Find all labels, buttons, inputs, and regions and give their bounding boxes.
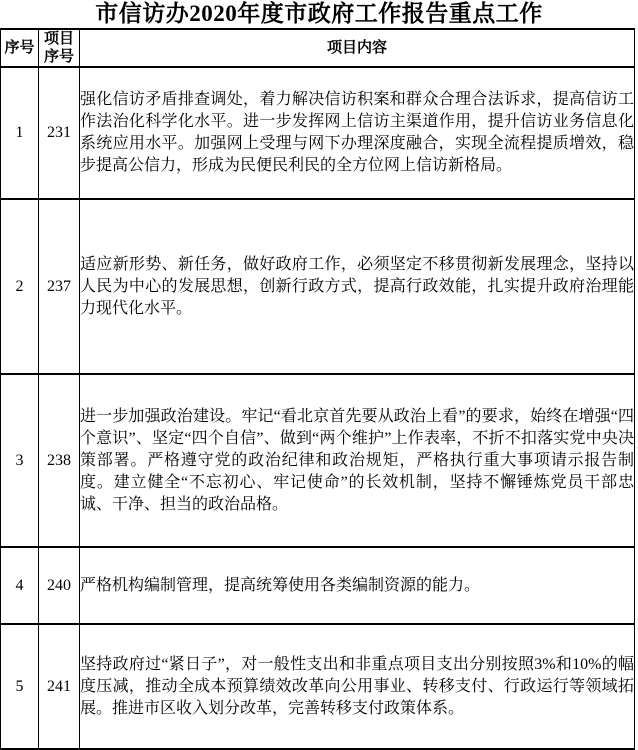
content-cell: 强化信访矛盾排查调处，着力解决信访积案和群众合理合法诉求，提高信访工作法治化科学化水平。进一步发挥网上信访主渠道作用，提升信访业务信息化系统应用水平。加强网上受理与网下办理深度融合，实现全流程提质增效，稳步提高公信力，形成为民便民利民的全方位网上信访新格局。 xyxy=(80,67,635,199)
page-title: 市信访办2020年度市政府工作报告重点工作 xyxy=(95,1,543,26)
column-header-project-no: 项目序号 xyxy=(39,29,80,67)
report-table xyxy=(0,28,635,750)
table-row xyxy=(1,67,635,199)
project-no-cell: 237 xyxy=(39,199,80,374)
table-row xyxy=(1,547,635,624)
content-cell: 坚持政府过“紧日子”，对一般性支出和非重点项目支出分别按照3%和10%的幅度压减，推动全成本预算绩效改革向公用事业、转移支付、行政运行等领域拓展。推进市区收入划分改革，完善转移支付政策体系。 xyxy=(80,624,635,749)
project-no-cell: 238 xyxy=(39,374,80,547)
seq-cell: 5 xyxy=(1,624,39,749)
project-no-cell: 240 xyxy=(39,547,80,624)
project-no-cell: 231 xyxy=(39,67,80,199)
table-header-row xyxy=(1,29,635,67)
seq-cell: 2 xyxy=(1,199,39,374)
table-row xyxy=(1,624,635,749)
table-row xyxy=(1,374,635,547)
seq-cell: 1 xyxy=(1,67,39,199)
column-header-content: 项目内容 xyxy=(80,29,635,67)
content-cell: 进一步加强政治建设。牢记“看北京首先要从政治上看”的要求，始终在增强“四个意识”、坚定“四个自信”、做到“两个维护”上作表率，不折不扣落实党中央决策部署。严格遵守党的政治纪律和政治规矩，严格执行重大事项请示报告制度。建立健全“不忘初心、牢记使命”的长效机制，坚持不懈锤炼党员干部忠诚、干净、担当的政治品格。 xyxy=(80,374,635,547)
seq-cell: 4 xyxy=(1,547,39,624)
seq-cell: 3 xyxy=(1,374,39,547)
table-row xyxy=(1,199,635,374)
content-cell: 适应新形势、新任务，做好政府工作，必须坚定不移贯彻新发展理念，坚持以人民为中心的发展思想，创新行政方式，提高行政效能，扎实提升政府治理能力现代化水平。 xyxy=(80,199,635,374)
content-cell: 严格机构编制管理，提高统筹使用各类编制资源的能力。 xyxy=(80,547,635,624)
column-header-seq: 序号 xyxy=(1,29,39,67)
project-no-cell: 241 xyxy=(39,624,80,749)
